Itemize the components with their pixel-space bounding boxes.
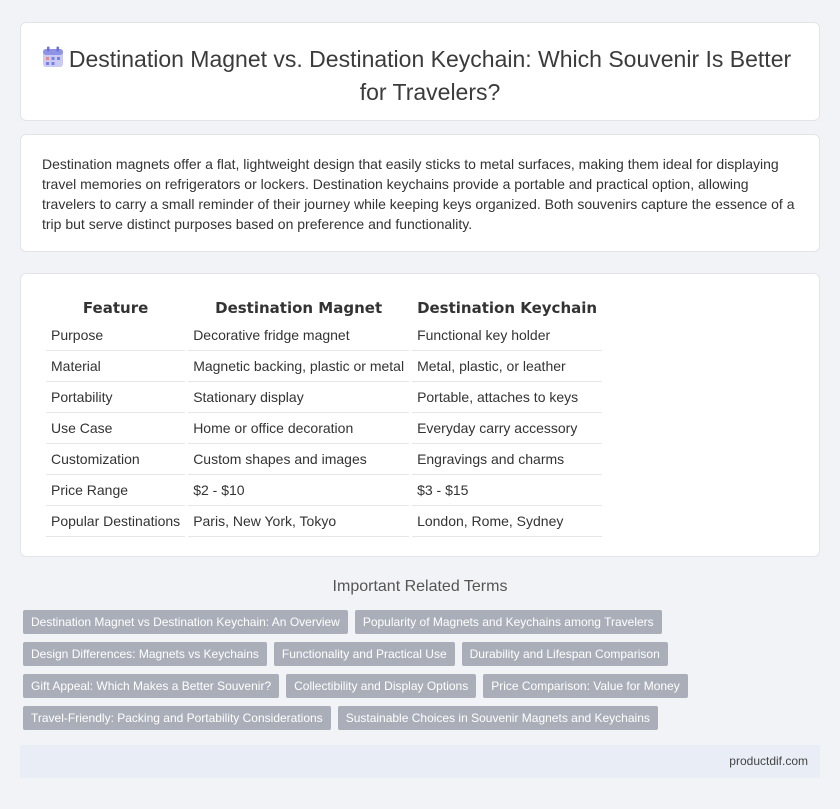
table-cell: Paris, New York, Tokyo (188, 506, 409, 537)
table-row (46, 475, 602, 506)
header-card (20, 22, 820, 121)
table-cell: Portable, attaches to keys (412, 382, 602, 413)
related-terms-title: Important Related Terms (332, 578, 508, 595)
tag-row (23, 706, 783, 730)
related-term-tag[interactable]: Sustainable Choices in Souvenir Magnets and Keychains (338, 706, 658, 730)
table-cell: Use Case (46, 413, 185, 444)
column-header: Destination Magnet (215, 299, 383, 317)
related-term-tag[interactable]: Design Differences: Magnets vs Keychains (23, 642, 267, 666)
table-row (46, 444, 602, 475)
table-cell: Material (46, 351, 185, 382)
table-row (46, 351, 602, 382)
table-cell: Home or office decoration (188, 413, 409, 444)
related-term-tag[interactable]: Durability and Lifespan Comparison (462, 642, 668, 666)
table-cell: Portability (46, 382, 185, 413)
related-term-tag[interactable]: Destination Magnet vs Destination Keychain: An Overview (23, 610, 348, 634)
related-term-tag[interactable]: Gift Appeal: Which Makes a Better Souvenir? (23, 674, 279, 698)
related-term-tag[interactable]: Price Comparison: Value for Money (483, 674, 688, 698)
table-cell: $2 - $10 (188, 475, 409, 506)
table-cell: Engravings and charms (412, 444, 602, 475)
table-cell: Magnetic backing, plastic or metal (188, 351, 409, 382)
related-term-tag[interactable]: Collectibility and Display Options (286, 674, 476, 698)
column-header: Destination Keychain (417, 299, 598, 317)
table-cell: London, Rome, Sydney (412, 506, 602, 537)
table-cell: Price Range (46, 475, 185, 506)
related-term-tag[interactable]: Popularity of Magnets and Keychains among Travelers (355, 610, 662, 634)
table-cell: Custom shapes and images (188, 444, 409, 475)
intro-card (20, 134, 820, 252)
related-term-tag[interactable]: Functionality and Practical Use (274, 642, 455, 666)
table-header-row (46, 294, 602, 320)
tag-row (23, 674, 783, 698)
comparison-card (20, 273, 820, 557)
table-row (46, 413, 602, 444)
tag-row (23, 642, 783, 666)
table-cell: Popular Destinations (46, 506, 185, 537)
table-cell: $3 - $15 (412, 475, 602, 506)
table-row (46, 382, 602, 413)
related-terms-tags (23, 610, 783, 738)
table-cell: Functional key holder (412, 320, 602, 351)
footer-bar (20, 745, 820, 778)
related-term-tag[interactable]: Travel-Friendly: Packing and Portability Considerations (23, 706, 331, 730)
table-cell: Everyday carry accessory (412, 413, 602, 444)
table-cell: Customization (46, 444, 185, 475)
intro-paragraph: Destination magnets offer a flat, lightweight design that easily sticks to metal surfaces, making them ideal for displaying travel memories on refrigerators or lockers. Destination keychains provide a portable and practical option, allowing travelers to carry a small reminder of their journey while keeping keys organized. Both souvenirs capture the essence of a trip but serve distinct purposes based on preference and functionality. (42, 156, 795, 232)
table-cell: Decorative fridge magnet (188, 320, 409, 351)
table-cell: Purpose (46, 320, 185, 351)
footer-site-link[interactable]: productdif.com (729, 754, 808, 768)
table-cell: Metal, plastic, or leather (412, 351, 602, 382)
comparison-table (43, 294, 605, 537)
table-row (46, 506, 602, 537)
tag-row (23, 610, 783, 634)
page-title: Destination Magnet vs. Destination Keychain: Which Souvenir Is Better for Travelers? (68, 46, 792, 105)
table-row (46, 320, 602, 351)
table-cell: Stationary display (188, 382, 409, 413)
column-header: Feature (82, 299, 149, 317)
